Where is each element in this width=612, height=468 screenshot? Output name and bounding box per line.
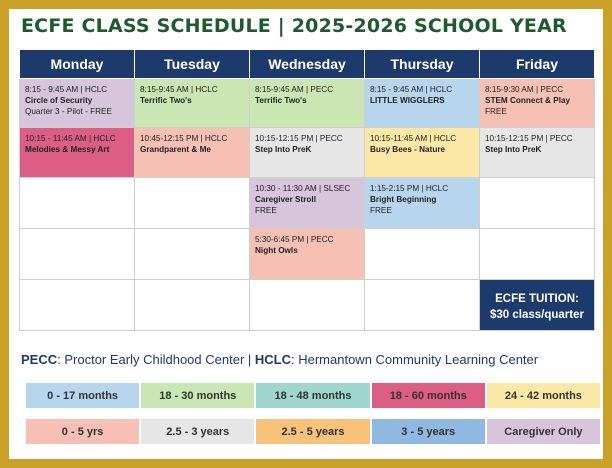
class-time: 8:15 - 9:45 AM | HCLC: [25, 85, 108, 94]
class-cell: [365, 79, 480, 128]
empty-cell: [20, 178, 135, 229]
class-cell: [365, 128, 480, 178]
class-name: Night Owls: [255, 246, 298, 255]
class-name: Terrific Two's: [255, 96, 307, 105]
page-title: ECFE CLASS SCHEDULE | 2025-2026 SCHOOL YEAR: [21, 15, 567, 37]
class-cell: [250, 128, 365, 178]
location-separator: |: [244, 352, 255, 367]
class-name: Terrific Two's: [140, 96, 192, 105]
empty-cell: [135, 178, 250, 229]
age-legend-item: 18 - 60 months: [371, 382, 486, 409]
tuition-price: $30 class/quarter: [490, 308, 584, 321]
class-time: 8:15 - 9:45 AM | HCLC: [370, 85, 453, 94]
age-legend-row-b: [25, 418, 601, 445]
empty-cell: [20, 280, 135, 331]
class-name: Step Into PreK: [485, 145, 542, 154]
class-time: 10:15-11:45 AM | HCLC: [370, 134, 457, 143]
empty-cell: [135, 280, 250, 331]
class-time: 8:15-9:45 AM | HCLC: [140, 85, 218, 94]
class-name: LITTLE WIGGLERS: [370, 96, 445, 105]
age-legend-item: 0 - 17 months: [25, 382, 140, 409]
schedule-row: [20, 79, 595, 128]
class-cell: [250, 229, 365, 280]
age-legend-row-a: [25, 382, 601, 409]
age-legend-item: 18 - 48 months: [255, 382, 370, 409]
day-header-wednesday: Wednesday: [250, 50, 365, 79]
class-note: Quarter 3 - Pilot - FREE: [25, 107, 112, 116]
empty-cell: [365, 280, 480, 331]
pecc-name: : Proctor Early Childhood Center: [57, 352, 245, 367]
class-cell: [365, 178, 480, 229]
class-name: Grandparent & Me: [140, 145, 211, 154]
age-legend-item: 0 - 5 yrs: [25, 418, 140, 445]
empty-cell: [135, 229, 250, 280]
day-header-row: [20, 50, 595, 79]
empty-cell: [480, 178, 595, 229]
empty-cell: [250, 280, 365, 331]
class-time: 10:15-12:15 PM | PECC: [485, 134, 573, 143]
class-cell: [480, 79, 595, 128]
day-header-tuesday: Tuesday: [135, 50, 250, 79]
tuition-title: ECFE TUITION:: [495, 292, 579, 305]
class-time: 10:15 - 11:45 AM | HCLC: [25, 134, 116, 143]
schedule-row: [20, 280, 595, 331]
hclc-name: : Hermantown Community Learning Center: [291, 352, 539, 367]
day-header-thursday: Thursday: [365, 50, 480, 79]
age-legend-item: 18 - 30 months: [140, 382, 255, 409]
age-legend-item: 2.5 - 3 years: [140, 418, 255, 445]
class-time: 10:15-12:15 PM | PECC: [255, 134, 343, 143]
class-time: 1:15-2:15 PM | HCLC: [370, 184, 449, 193]
class-cell: [250, 79, 365, 128]
schedule-row: [20, 178, 595, 229]
location-key: [21, 352, 601, 367]
class-time: 10:30 - 11:30 AM | SLSEC: [255, 184, 351, 193]
class-note: FREE: [370, 206, 392, 215]
age-legend-item: 2.5 - 5 years: [255, 418, 370, 445]
class-name: Melodies & Messy Art: [25, 145, 110, 154]
class-cell: [135, 79, 250, 128]
schedule-row: [20, 229, 595, 280]
empty-cell: [480, 229, 595, 280]
class-name: Caregiver Stroll: [255, 195, 316, 204]
hclc-code: HCLC: [254, 352, 291, 367]
class-cell: [480, 128, 595, 178]
class-time: 5:30-6:45 PM | PECC: [255, 235, 334, 244]
class-time: 10:45-12:15 PM | HCLC: [140, 134, 228, 143]
schedule-row: [20, 128, 595, 178]
class-name: Circle of Security: [25, 96, 93, 105]
age-legend-item: 3 - 5 years: [371, 418, 486, 445]
class-cell: [135, 128, 250, 178]
day-header-friday: Friday: [480, 50, 595, 79]
class-name: Bright Beginning: [370, 195, 437, 204]
empty-cell: [20, 229, 135, 280]
class-time: 8:15-9:45 AM | PECC: [255, 85, 334, 94]
age-legend-item: 24 - 42 months: [486, 382, 601, 409]
schedule-table: [19, 49, 595, 331]
empty-cell: [365, 229, 480, 280]
class-time: 8:15-9:30 AM | PECC: [485, 85, 564, 94]
tuition-box: [480, 280, 595, 331]
class-name: Step Into PreK: [255, 145, 312, 154]
class-name: Busy Bees - Nature: [370, 145, 446, 154]
pecc-code: PECC: [21, 352, 58, 367]
class-note: FREE: [485, 107, 507, 116]
day-header-monday: Monday: [20, 50, 135, 79]
class-cell: [20, 79, 135, 128]
class-cell: [20, 128, 135, 178]
class-name: STEM Connect & Play: [485, 96, 571, 105]
age-legend-item: Caregiver Only: [486, 418, 601, 445]
class-note: FREE: [255, 206, 277, 215]
class-cell: [250, 178, 365, 229]
